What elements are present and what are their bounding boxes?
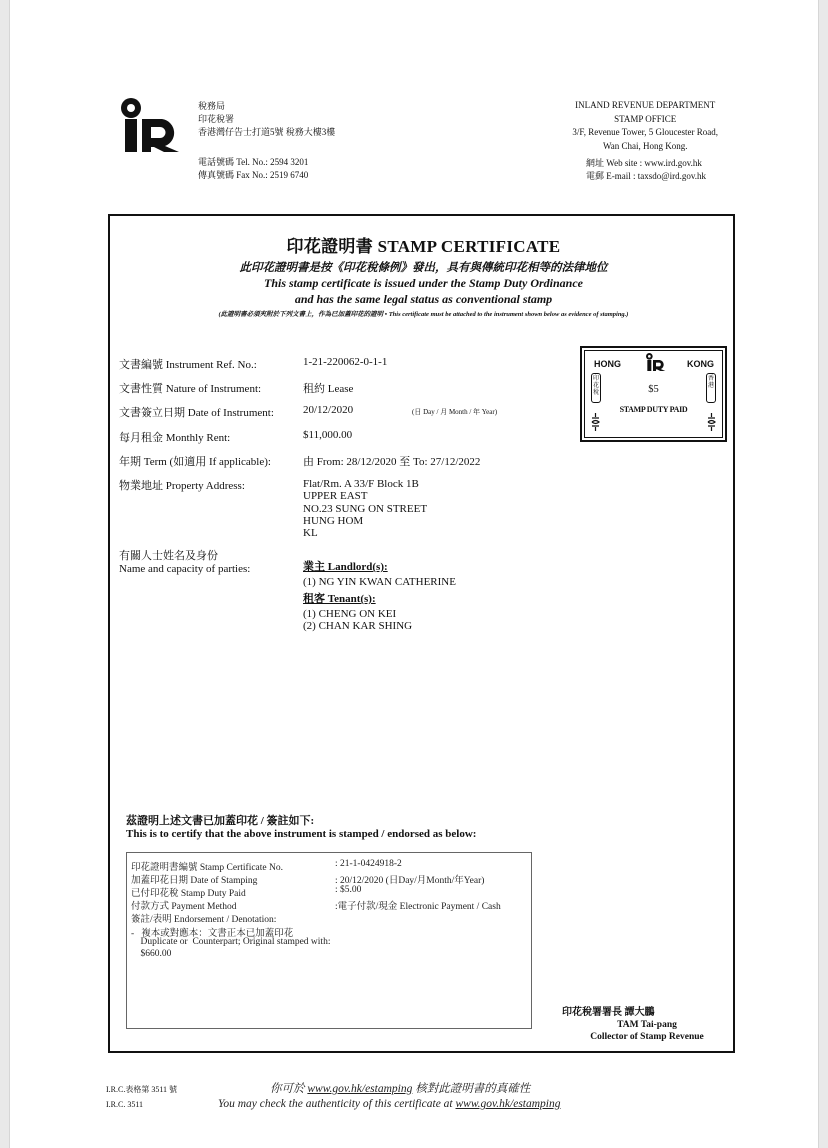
rent-value: $11,000.00 [303,429,353,441]
endorsement-line: - 複本或對應本：文書正本已加蓋印花 [131,929,294,939]
parties-label [119,550,250,576]
payment-method-value: :電子付款/現金 Electronic Payment / Cash [335,902,501,912]
collector-name: TAM Tai-pang [617,1020,677,1030]
landlord-name: (1) NG YIN KWAN CATHERINE [303,576,456,588]
estamping-link[interactable]: www.gov.hk/estamping [307,1083,413,1095]
form-number [106,1082,177,1112]
collector-title-cn: 印花稅署署長 譚大鵬 [562,1007,655,1018]
tenant-name: (1) CHENG ON KEI [303,608,397,620]
term-label: 年期 Term (如適用 If applicable): [119,456,271,468]
collector-title-en: Collector of Stamp Revenue [590,1031,704,1042]
certificate-title: 印花證明書 STAMP CERTIFICATE [286,237,561,256]
payment-method-label: 付款方式 Payment Method [131,902,237,912]
endorsement-line: $660.00 [131,949,172,959]
nature-value: 租約 Lease [303,383,354,395]
stamp-right-cartouche: 香港 [706,373,716,403]
fax-number: 傳真號碼 Fax No.: 2519 6740 [198,170,309,180]
department-address [572,99,718,153]
certification-heading-cn: 茲證明上述文書已加蓋印花 / 簽註如下: [126,815,315,827]
parties-label-en: Name and capacity of parties: [119,563,251,575]
date-value: 20/12/2020 [303,404,354,416]
certification-heading-en: This is to certify that the above instrument is stamped / endorsed as below: [126,828,477,840]
address-line: Flat/Rm. A 33/F Block 1B [303,478,419,490]
right-margin [818,0,828,1148]
tenant-heading: 租客 Tenant(s): [303,593,376,605]
stamp-caption: STAMP DUTY PAID [619,405,688,414]
verify-note-en [218,1098,561,1110]
hk-line: 印花稅署 [198,114,235,124]
stamp-duty-stamp [580,346,727,442]
rent-label: 每月租金 Monthly Rent: [119,432,231,444]
stamp-hong: HONG [594,359,621,369]
dept-line: 3/F, Revenue Tower, 5 Gloucester Road, [572,127,718,137]
date-label: 文書簽立日期 Date of Instrument: [119,407,274,419]
cert-no-value: : 21-1-0424918-2 [335,859,402,869]
document-page [10,0,818,1148]
cert-no-label: 印花證明書編號 Stamp Certificate No. [131,863,283,873]
contact-numbers [198,156,308,182]
ird-logo [112,97,184,153]
subtitle-en-2: and has the same legal status as conventional stamp [294,292,553,306]
stamp-kong: KONG [687,359,714,369]
stamping-details-box [126,852,532,1029]
subtitle-cn: 此印花證明書是按《印花稅條例》發出，具有與傳統印花相等的法律地位 [239,262,608,274]
dept-line: INLAND REVENUE DEPARTMENT [575,100,716,110]
tenant-name: (2) CHAN KAR SHING [303,620,413,632]
dept-line: Wan Chai, Hong Kong. [602,140,688,151]
verify-cn-prefix: 你可於 [270,1083,308,1095]
stamp-logo-icon [643,352,667,372]
ref-value: 1-21-220062-0-1-1 [303,356,388,368]
hk-line: 稅務局 [198,101,226,111]
ref-label: 文書編號 Instrument Ref. No.: [119,359,257,371]
term-value: 由 From: 28/12/2020 至 To: 27/12/2022 [303,456,481,468]
scroll-ornament-icon [707,413,716,431]
parties-label-cn: 有關人士姓名及身份 [119,550,218,562]
tel-number: 電話號碼 Tel. No.: 2594 3201 [198,157,309,167]
scroll-ornament-icon [591,413,600,431]
address-line: UPPER EAST [303,490,368,503]
address-line: NO.23 SUNG ON STREET [303,502,428,515]
web-contact [586,157,706,183]
left-margin [0,0,10,1148]
nature-label: 文書性質 Nature of Instrument: [119,383,262,395]
collector-signature-block [572,1020,722,1043]
verify-cn-suffix: 核對此證明書的真確性 [412,1083,531,1095]
stamp-left-cartouche: 印花稅 [591,373,601,403]
attachment-note: (此證明書必須夾附於下列文書上，作為已加蓋印花的證明 • This certificate must be attached to the instrument shown below as evidence of stamping.) [218,311,629,318]
landlord-heading: 業主 Landlord(s): [303,561,388,573]
chinese-address [198,100,335,139]
address-line: KL [303,527,318,540]
endorsement-line: Duplicate or Counterpart; Original stamped with: [131,937,331,947]
dept-line: STAMP OFFICE [614,113,677,124]
email: 電郵 E-mail : taxsdo@ird.gov.hk [586,171,706,181]
stamp-value: $5 [648,384,659,395]
form-number-cn: I.R.C.表格第 3511 號 [106,1085,178,1094]
property-address [303,478,427,539]
stamping-date-value: : 20/12/2020 (日Day/月Month/年Year) [335,876,485,886]
endorsement-label: 簽註/表明 Endorsement / Denotation: [131,915,277,925]
verify-en-prefix: You may check the authenticity of this certificate at [218,1098,456,1110]
form-number-en: I.R.C. 3511 [106,1100,144,1109]
estamping-link[interactable]: www.gov.hk/estamping [455,1098,561,1110]
website: 網址 Web site : www.ird.gov.hk [586,158,702,168]
hk-line: 香港灣仔告士打道5號 稅務大樓3樓 [198,127,336,137]
subtitle-en-1: This stamp certificate is issued under the Stamp Duty Ordinance [263,276,584,290]
verify-note-cn [270,1080,530,1096]
address-label: 物業地址 Property Address: [119,480,245,492]
address-line: HUNG HOM [303,514,364,527]
duty-paid-value: : $5.00 [335,885,362,895]
date-format-hint: (日 Day / 月 Month / 年 Year) [412,408,498,416]
certificate-frame [108,214,735,1053]
stamping-date-label: 加蓋印花日期 Date of Stamping [131,876,258,886]
duty-paid-label: 已付印花稅 Stamp Duty Paid [131,889,246,899]
